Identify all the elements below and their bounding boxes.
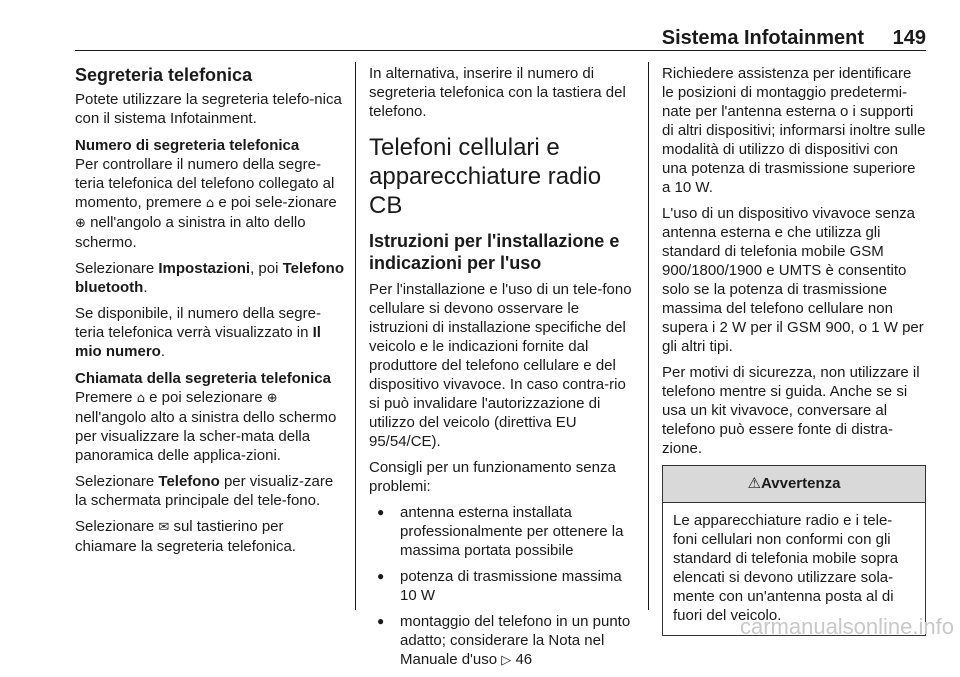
home-icon: ⌂ — [205, 196, 215, 211]
section-title-mobile-phones: Telefoni cellulari e apparecchiature radio CB — [369, 134, 602, 219]
page-reference-link[interactable]: 46 — [515, 651, 533, 668]
column-divider — [648, 62, 649, 610]
paragraph-installation: Per l'installazione e l'uso di un tele-fono cellulare si devono osservare le istruzioni di installazione specifiche del veicolo e le indicazioni fornite dal produttore del telefono cellulare e del dispositivo vivavoce. In caso contra-rio si può invalidare l'autorizzazione di utilizzo del veicolo (direttiva EU 95/54/CE). — [369, 281, 632, 450]
subheading-voicemail-number: Numero di segreteria telefonica — [75, 137, 300, 154]
list-item: ● montaggio del telefono in un punto adatto; considerare la Nota nel Manuale d'uso ▷ 46 — [369, 612, 633, 670]
column-divider — [355, 62, 356, 610]
paragraph-number: Per controllare il numero della segre-teria telefonica del telefono collegato al momento, premere ⌂ e poi sele-zionare ⊕ nell'angolo a sinistra in alto dello schermo. — [75, 156, 337, 251]
subheading-installation: Istruzioni per l'installazione e indicazioni per l'uso — [369, 231, 620, 273]
warning-title: Avvertenza — [760, 475, 841, 492]
home-icon: ⌂ — [136, 391, 145, 406]
column-1 — [75, 64, 345, 563]
paragraph-advice: Consigli per un funzionamento senza problemi: — [369, 459, 616, 495]
paragraph-display-number: Se disponibile, il numero della segre-teria telefonica verrà visualizzato in Il mio numero. — [75, 305, 321, 360]
paragraph-alternative: In alternativa, inserire il numero di segreteria telefonica con la tastiera del telefono. — [369, 65, 626, 120]
warning-box — [662, 465, 926, 636]
voicemail-icon: ✉ — [158, 520, 170, 535]
warning-header — [663, 466, 925, 503]
warning-icon: ⚠ — [747, 475, 761, 492]
header-title: Sistema Infotainment — [661, 27, 864, 49]
section-heading-voicemail: Segreteria telefonica — [75, 65, 253, 85]
watermark: carmanualsonline.info — [739, 614, 954, 639]
column-2 — [369, 64, 633, 677]
paragraph-select-settings: Selezionare Impostazioni, poi Telefono bluetooth. — [75, 260, 344, 296]
warning-text: Le apparecchiature radio e i tele-foni cellulari non conformi con gli standard di telefonia mobile sopra elencati si devono utilizzare sola-mente con un'antenna posta al di fuori del veicolo. — [673, 512, 899, 624]
list-item: ● potenza di trasmissione massima 10 W — [369, 567, 633, 605]
paragraph-handsfree-use: L'uso di un dispositivo vivavoce senza antenna esterna e che utilizza gli standard di telefonia mobile GSM 900/1800/1900 e UMTS è consentito solo se la potenza di trasmissione massima del telefono cellulare non supera i 2 W per il GSM 900, o 1 W per gli altri tipi. — [662, 205, 924, 355]
column-3 — [662, 64, 926, 636]
paragraph-assistance: Richiedere assistenza per identificare le posizioni di montaggio predetermi-nate per l'antenna esterna o i supporti di altri dispositivi; informarsi inoltre sulle modalità di utilizzo di dispositivi con una potenza di trasmissione superiore a 10 W. — [662, 65, 926, 196]
list-item: ● antenna esterna installata professionalmente per ottenere la massima portata possibile — [369, 503, 633, 560]
paragraph-intro: Potete utilizzare la segreteria telefo-nica con il sistema Infotainment. — [75, 91, 342, 127]
page-header — [75, 26, 926, 51]
menu-icon: ⊕ — [75, 216, 86, 231]
page-number: 149 — [892, 27, 926, 49]
subheading-voicemail-call: Chiamata della segreteria telefonica — [75, 370, 331, 387]
advice-list — [369, 503, 633, 670]
menu-icon: ⊕ — [266, 391, 278, 406]
paragraph-safety: Per motivi di sicurezza, non utilizzare il telefono mentre si guida. Anche se si usa un kit vivavoce, conversare al telefono può essere fonte di distra-zione. — [662, 364, 920, 457]
reference-arrow-icon: ▷ — [501, 653, 512, 668]
paragraph-select-phone: Selezionare Telefono per visualiz-zare la schermata principale del tele-fono. — [75, 473, 334, 509]
paragraph-call: Premere ⌂ e poi selezionare ⊕ nell'angolo alto a sinistra dello schermo per visualizzare la scher-mata della panoramica delle applica-zioni. — [75, 389, 337, 464]
paragraph-keypad: Selezionare ✉ sul tastierino per chiamare la segreteria telefonica. — [75, 518, 296, 555]
